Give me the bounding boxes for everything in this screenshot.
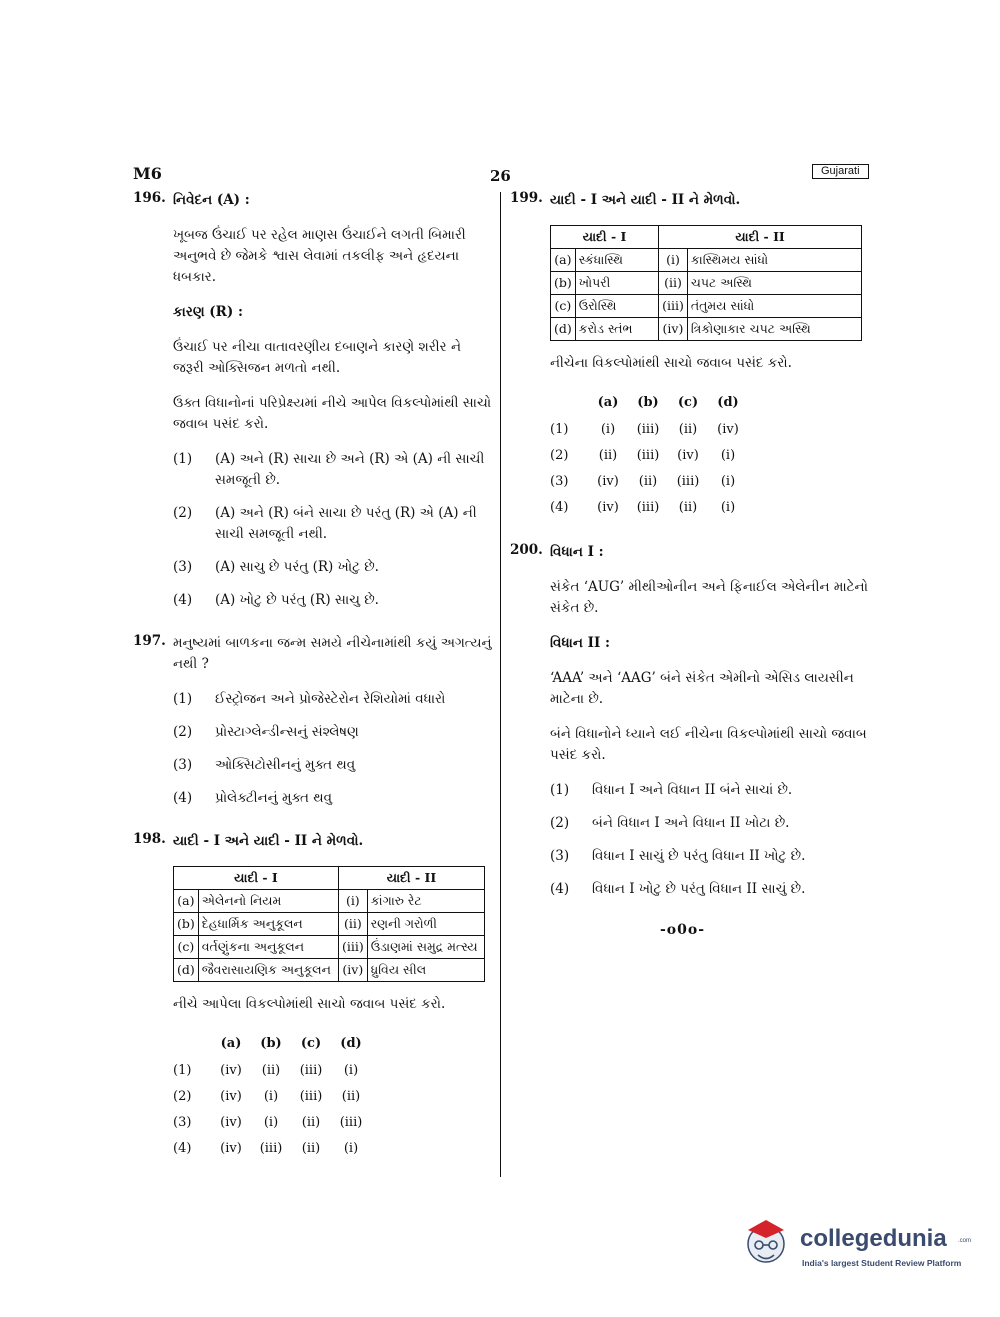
choice-cell: (ii) [678,421,698,437]
option-number: (3) [173,757,193,773]
option-number: (3) [173,559,193,575]
choice-row-3[interactable] [550,468,748,494]
reason-text: ઉંચાઈ પર નીચા વાતાવરણીય દબાણને કારણે શરીર ને જરૂરી ઓક્સિજન મળતો નથી. [173,339,461,376]
list2-value: ઉંડાણમાં સમુદ્ર મત્સ્ય [367,936,484,959]
option-4[interactable] [550,879,870,900]
assertion-text: ખૂબજ ઉંચાઈ પર રહેલ માણસ ઉંચાઈને લગતી બિમારી અનુભવે છે જેમકે શ્વાસ લેવામાં તકલીફ અને હૃદયના ધબકાર. [173,227,466,285]
option-number: (3) [550,848,570,864]
option-number: (4) [173,790,193,806]
choice-cell: (i) [600,421,616,437]
brand-domain: .com [958,1238,972,1244]
choice-header: (a) [597,394,619,410]
table-row [174,936,485,959]
option-number: (2) [173,1088,192,1104]
choice-cell: (iii) [339,1114,363,1130]
choice-row-4[interactable] [550,494,748,520]
question-number: 200. [510,542,543,558]
option-text: (A) અને (R) સાચા છે અને (R) એ (A) ની સાચી સમજૂતી છે. [215,451,485,488]
right-column [510,190,870,922]
choice-cell: (iii) [299,1088,323,1104]
choice-header: (a) [220,1035,242,1051]
option-number: (1) [173,1062,192,1078]
choice-row-2[interactable] [173,1083,371,1109]
end-mark: -o0o- [660,922,706,938]
choice-header: (d) [717,394,739,410]
choice-row-4[interactable] [173,1135,371,1161]
list2-key: (iv) [338,959,367,982]
statement1-text: સંકેત ‘AUG’ મીથીઓનીન અને ફિનાઈલ એલેનીન માટેનો સંકેત છે. [550,579,868,616]
option-number: (1) [173,691,193,707]
question-number: 198. [133,831,166,847]
option-number: (2) [173,505,193,521]
option-text: (A) ખોટુ છે પરંતુ (R) સાચુ છે. [215,592,379,608]
choice-cell: (iii) [259,1140,283,1156]
list2-key: (i) [659,249,688,272]
paper-code: M6 [133,164,162,183]
choice-cell: (iv) [220,1088,242,1104]
option-number: (1) [550,421,569,437]
choice-cell: (i) [343,1062,359,1078]
choice-cell: (i) [720,447,736,463]
brand-name: collegedunia [800,1225,947,1252]
list2-key: (iii) [338,936,367,959]
list1-key: (d) [551,318,576,341]
question-number: 197. [133,633,166,649]
option-2[interactable] [173,722,493,743]
assertion-label: નિવેદન (A) : [173,192,250,208]
question-197 [133,633,493,809]
list2-value: તંતુમય સાંધો [687,295,861,318]
option-number: (4) [173,1140,192,1156]
choice-cell: (ii) [678,499,698,515]
option-text: પ્રોસ્ટાગ્લેન્ડીન્સનું સંશ્લેષણ [215,724,359,740]
option-3[interactable] [173,755,493,776]
reason-label: કારણ (R) : [173,304,243,320]
option-3[interactable] [173,557,493,578]
statement2-text: ‘AAA’ અને ‘AAG’ બંને સંકેત એમીનો એસિડ લાયસીન માટેના છે. [550,670,854,707]
list2-header: યાદી - II [659,226,862,249]
question-text: યાદી - I અને યાદી - II ને મેળવો. [550,192,741,208]
question-199 [510,190,870,520]
choice-cell: (ii) [301,1114,321,1130]
option-number: (2) [550,447,569,463]
option-text: (A) અને (R) બંને સાચા છે પરંતુ (R) એ (A) ની સાચી સમજૂતી નથી. [215,505,477,542]
list2-value: કાંગારુ રેટ [367,890,484,913]
list1-value: ખોપરી [575,272,658,295]
option-number: (4) [550,499,569,515]
question-text: મનુષ્યમાં બાળકના જન્મ સમયે નીચેનામાંથી કયું અગત્યનું નથી ? [173,635,492,672]
choice-cell: (iv) [597,473,619,489]
list1-value: કરોડ સ્તંભ [575,318,658,341]
choice-cell: (ii) [598,447,618,463]
option-text: ઓક્સિટોસીનનું મુક્ત થવુ [215,757,356,773]
choice-cell: (iii) [676,473,700,489]
choice-cell: (i) [343,1140,359,1156]
list2-header: યાદી - II [338,867,484,890]
option-4[interactable] [173,590,493,611]
choice-cell: (i) [263,1114,279,1130]
option-number: (1) [173,451,193,467]
choice-cell: (iv) [677,447,699,463]
choice-table [173,1029,371,1161]
option-1[interactable] [173,449,493,491]
list1-key: (b) [551,272,576,295]
option-text: વિધાન I સાચું છે પરંતુ વિધાન II ખોટુ છે. [592,848,806,864]
list2-key: (ii) [338,913,367,936]
list1-key: (c) [174,936,199,959]
option-text: પ્રોલેક્ટીનનું મુક્ત થવુ [215,790,333,806]
option-text: બંને વિધાન I અને વિધાન II ખોટા છે. [592,815,790,831]
choice-cell: (i) [720,473,736,489]
choice-header: (b) [637,394,659,410]
question-198 [133,831,493,1161]
match-table [550,225,862,341]
choice-header: (b) [260,1035,282,1051]
choice-table [550,388,748,520]
question-text: યાદી - I અને યાદી - II ને મેળવો. [173,833,364,849]
list2-key: (iv) [659,318,688,341]
choice-cell: (iii) [299,1062,323,1078]
question-number: 196. [133,190,166,206]
list1-value: દેહધાર્મિક અનુકૂલન [198,913,338,936]
choice-cell: (iv) [220,1140,242,1156]
list1-key: (d) [174,959,199,982]
list1-value: સ્કંધાસ્થિ [575,249,658,272]
match-table [173,866,485,982]
language-badge: Gujarati [812,164,869,179]
choice-cell: (i) [263,1088,279,1104]
option-text: વિધાન I અને વિધાન II બંને સાચાં છે. [592,782,793,798]
list1-key: (b) [174,913,199,936]
option-text: (A) સાચુ છે પરંતુ (R) ખોટુ છે. [215,559,379,575]
list2-value: કાસ્થિમય સાંધો [687,249,861,272]
option-text: વિધાન I ખોટુ છે પરંતુ વિધાન II સાચું છે. [592,881,806,897]
list1-key: (a) [551,249,576,272]
list2-value: ચપટ અસ્થિ [687,272,861,295]
choice-cell: (iv) [597,499,619,515]
left-column [133,190,493,1183]
option-2[interactable] [173,503,493,545]
choice-cell: (iii) [636,421,660,437]
table-row [174,913,485,936]
choice-cell: (iv) [220,1114,242,1130]
option-number: (3) [173,1114,192,1130]
list1-value: એલેનનો નિયમ [198,890,338,913]
choice-header: (d) [340,1035,362,1051]
table-row [551,249,862,272]
instruction-text: નીચેના વિકલ્પોમાંથી સાચો જવાબ પસંદ કરો. [550,355,792,371]
choice-cell: (ii) [638,473,658,489]
table-row [551,318,862,341]
choice-cell: (iv) [717,421,739,437]
list1-key: (a) [174,890,199,913]
table-row [174,890,485,913]
instruction-text: બંને વિધાનોને ધ્યાને લઈ નીચેના વિકલ્પોમાંથી સાચો જવાબ પસંદ કરો. [550,726,867,763]
list2-value: રણની ગરોળી [367,913,484,936]
table-row [551,295,862,318]
statement1-label: વિધાન I : [550,544,604,560]
option-number: (4) [550,881,570,897]
choice-cell: (i) [720,499,736,515]
choice-cell: (ii) [261,1062,281,1078]
choice-row-1[interactable] [550,416,748,442]
option-text: ઈસ્ટ્રોજન અને પ્રોજેસ્ટેરોન રેશિયોમાં વધારો [215,691,446,707]
option-2[interactable] [550,813,870,834]
brand-tagline: India's largest Student Review Platform [802,1258,962,1268]
choice-row-1[interactable] [173,1057,371,1083]
question-number: 199. [510,190,543,206]
list2-key: (iii) [659,295,688,318]
list1-key: (c) [551,295,576,318]
option-number: (2) [550,815,570,831]
question-200 [510,542,870,900]
statement2-label: વિધાન II : [550,635,610,651]
table-row [174,959,485,982]
list1-value: ઉરોસ્થિ [575,295,658,318]
choice-cell: (ii) [301,1140,321,1156]
list2-value: ત્રિકોણાકાર ચપટ અસ્થિ [687,318,861,341]
list1-value: જૈવરાસાયણિક અનુકૂલન [198,959,338,982]
list2-value: ધ્રુવિય સીલ [367,959,484,982]
option-4[interactable] [173,788,493,809]
choice-row-2[interactable] [550,442,748,468]
instruction-text: નીચે આપેલા વિકલ્પોમાંથી સાચો જવાબ પસંદ કરો. [173,996,446,1012]
column-divider [500,192,501,1177]
option-number: (1) [550,782,570,798]
list1-header: યાદી - I [551,226,659,249]
list2-key: (ii) [659,272,688,295]
choice-header: (c) [300,1035,322,1051]
choice-row-3[interactable] [173,1109,371,1135]
choice-cell: (iv) [220,1062,242,1078]
instruction-text: ઉક્ત વિધાનોનાં પરિપ્રેક્ષ્યમાં નીચે આપેલ વિકલ્પોમાંથી સાચો જવાબ પસંદ કરો. [173,395,492,432]
choice-cell: (iii) [636,447,660,463]
option-number: (4) [173,592,193,608]
table-row [551,272,862,295]
option-1[interactable] [173,689,493,710]
list1-header: યાદી - I [174,867,339,890]
list1-value: વર્તણુંકના અનુકૂલન [198,936,338,959]
page-number: 26 [490,167,511,185]
choice-cell: (ii) [341,1088,361,1104]
option-number: (3) [550,473,569,489]
option-number: (2) [173,724,193,740]
list2-key: (i) [338,890,367,913]
option-3[interactable] [550,846,870,867]
choice-cell: (iii) [636,499,660,515]
choice-header: (c) [677,394,699,410]
question-196 [133,190,493,611]
option-1[interactable] [550,780,870,801]
